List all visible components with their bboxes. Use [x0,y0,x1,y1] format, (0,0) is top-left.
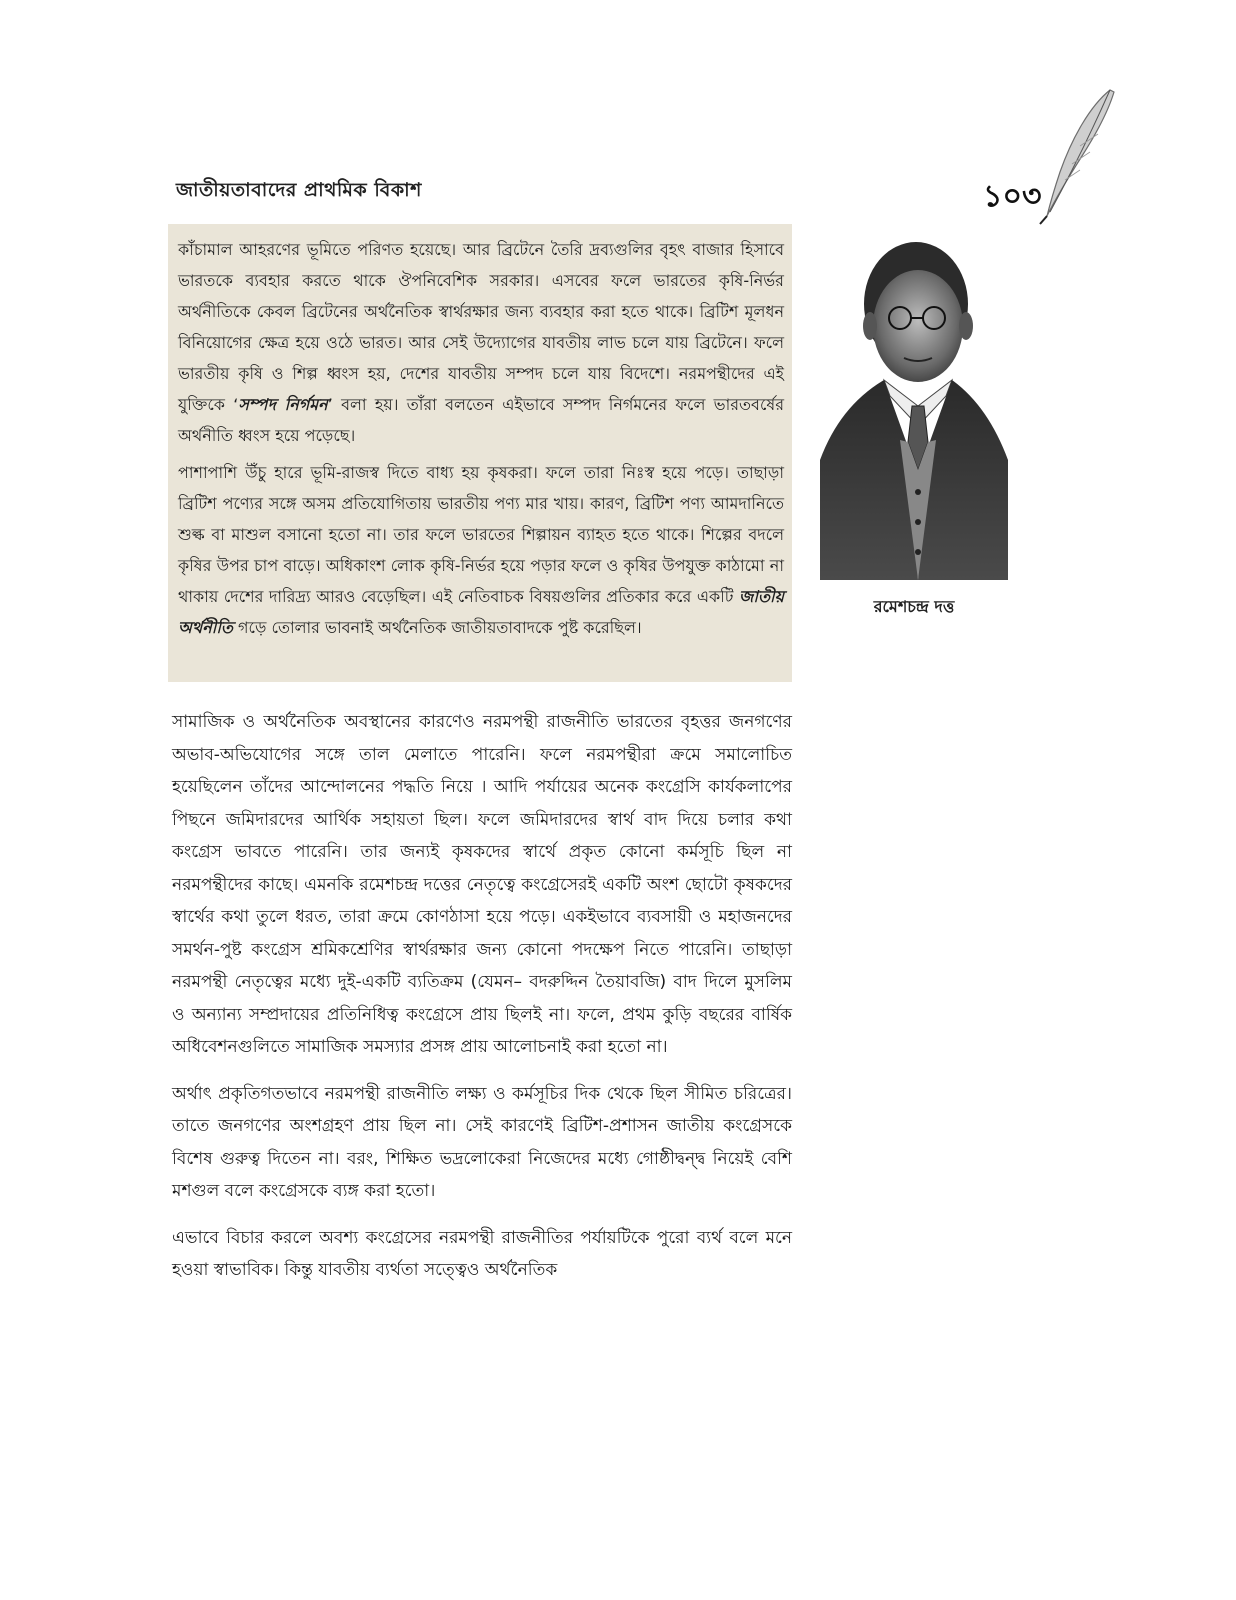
portrait-caption: রমেশচন্দ্র দত্ত [873,597,955,616]
body-text [172,706,792,1301]
body-paragraph-3: এভাবে বিচার করলে অবশ্য কংগ্রেসের নরমপন্থী রাজনীতির পর্যায়টিকে পুরো ব্যর্থ বলে মনে হওয়া স্বাভাবিক। কিন্তু যাবতীয় ব্যর্থতা সত্ত্বেও অর্থনৈতিক [172,1227,792,1280]
portrait-image [820,230,1008,580]
highlight-paragraph-1: কাঁচামাল আহরণের ভূমিতে পরিণত হয়েছে। আর ব্রিটেনে তৈরি দ্রব্যগুলির বৃহৎ বাজার হিসাবে ভারতকে ব্যবহার করতে থাকে ঔপনিবেশিক সরকার। এসবের ফলে ভারতের কৃষি-নির্ভর অর্থনীতিকে কেবল ব্রিটেনের অর্থনৈতিক স্বার্থরক্ষার জন্য ব্যবহার করা হতে থাকে। ব্রিটিশ মূলধন বিনিয়োগের ক্ষেত্র হয়ে ওঠে ভারত। আর সেই উদ্যোগের যাবতীয় লাভ চলে যায় ব্রিটেনে। ফলে ভারতীয় কৃষি ও শিল্প ধ্বংস হয়, দেশের যাবতীয় সম্পদ চলে যায় বিদেশে। নরমপন্থীদের এই যুক্তিকে ‘সম্পদ নির্গমন’ বলা হয়। তাঁরা বলতেন এইভাবে সম্পদ নির্গমনের ফলে ভারতবর্ষের অর্থনীতি ধ্বংস হয়ে পড়েছে। [178,240,784,445]
highlight-box [168,224,792,682]
body-paragraph-1: সামাজিক ও অর্থনৈতিক অবস্থানের কারণেও নরমপন্থী রাজনীতি ভারতের বৃহত্তর জনগণের অভাব-অভিযোগের সঙ্গে তাল মেলাতে পারেনি। ফলে নরমপন্থীরা ক্রমে সমালোচিত হয়েছিলেন তাঁদের আন্দোলনের পদ্ধতি নিয়ে । আদি পর্যায়ের অনেক কংগ্রেসি কার্যকলাপের পিছনে জমিদারদের আর্থিক সহায়তা ছিল। ফলে জমিদারদের স্বার্থ বাদ দিয়ে চলার কথা কংগ্রেস ভাবতে পারেনি। তার জন্যই কৃষকদের স্বার্থে প্রকৃত কোনো কর্মসূচি ছিল না নরমপন্থীদের কাছে। এমনকি রমেশচন্দ্র দত্তের নেতৃত্বে কংগ্রেসেরই একটি অংশ ছোটো কৃষকদের স্বার্থের কথা তুলে ধরত, তারা ক্রমে কোণঠাসা হয়ে পড়ে। একইভাবে ব্যবসায়ী ও মহাজনদের সমর্থন-পুষ্ট কংগ্রেস শ্রমিকশ্রেণির স্বার্থরক্ষার জন্য কোনো পদক্ষেপ নিতে পারেনি। তাছাড়া নরমপন্থী নেতৃত্বের মধ্যে দুই-একটি ব্যতিক্রম (যেমন– বদরুদ্দিন তৈয়াবজি) বাদ দিলে মুসলিম ও অন্যান্য সম্প্রদায়ের প্রতিনিধিত্ব কংগ্রেসে প্রায় ছিলই না। ফলে, প্রথম কুড়ি বছরের বার্ষিক অধিবেশনগুলিতে সামাজিক সমস্যার প্রসঙ্গ প্রায় আলোচনাই করা হতো না। [172,712,792,1057]
national-economy-term: জাতীয় অর্থনীতি [178,587,784,637]
page-number: ১০৩ [983,179,1042,214]
highlight-paragraph-2: পাশাপাশি উঁচু হারে ভূমি-রাজস্ব দিতে বাধ্য হয় কৃষকরা। ফলে তারা নিঃস্ব হয়ে পড়ে। তাছাড়া ব্রিটিশ পণ্যের সঙ্গে অসম প্রতিযোগিতায় ভারতীয় পণ্য মার খায়। কারণ, ব্রিটিশ পণ্য আমদানিতে শুল্ক বা মাশুল বসানো হতো না। তার ফলে ভারতের শিল্পায়ন ব্যাহত হতে থাকে। শিল্পের বদলে কৃষির উপর চাপ বাড়ে। অধিকাংশ লোক কৃষি-নির্ভর হয়ে পড়ার ফলে ও কৃষির উপযুক্ত কাঠামো না থাকায় দেশের দারিদ্র্য আরও বেড়েছিল। এই নেতিবাচক বিষয়গুলির প্রতিকার করে একটি জাতীয় অর্থনীতি গড়ে তোলার ভাবনাই অর্থনৈতিক জাতীয়তাবাদকে পুষ্ট করেছিল। [178,463,784,637]
chapter-title: জাতীয়তাবাদের প্রাথমিক বিকাশ [176,179,422,201]
drain-of-wealth-term: সম্পদ নির্গমন [238,395,328,414]
body-paragraph-2: অর্থাৎ প্রকৃতিগতভাবে নরমপন্থী রাজনীতি লক্ষ্য ও কর্মসূচির দিক থেকে ছিল সীমিত চরিত্রের। তাতে জনগণের অংশগ্রহণ প্রায় ছিল না। সেই কারণেই ব্রিটিশ-প্রশাসন জাতীয় কংগ্রেসকে বিশেষ গুরুত্ব দিতেন না। বরং, শিক্ষিত ভদ্রলোকেরা নিজেদের মধ্যে গোষ্ঠীদ্বন্দ্ব নিয়েই বেশি মশগুল বলে কংগ্রেসকে ব্যঙ্গ করা হতো। [172,1083,792,1201]
